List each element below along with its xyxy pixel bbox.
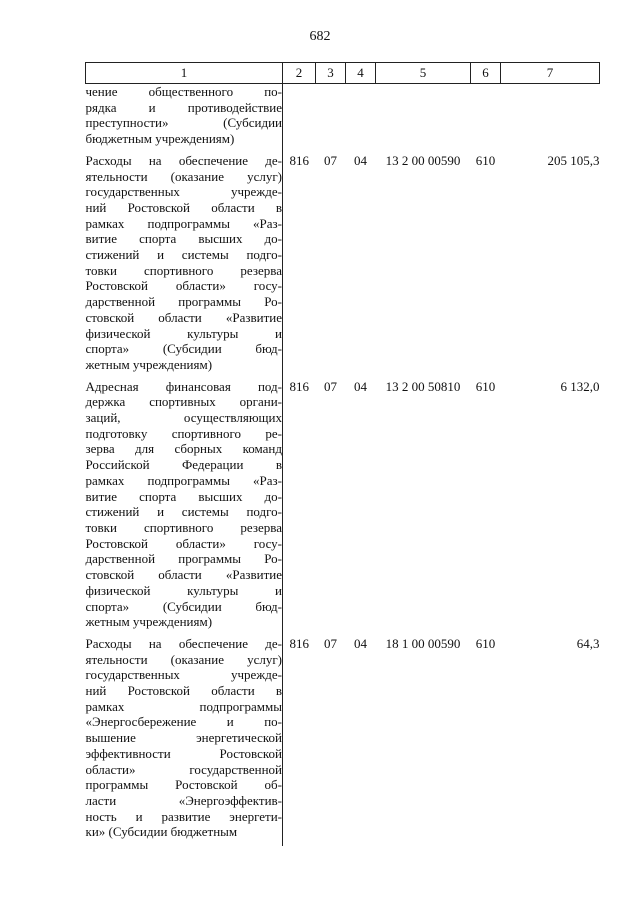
description-line: Расходы на обеспечение де- [85, 152, 282, 168]
description-line: Ростовской области» госу- [85, 278, 282, 294]
target-article-code [376, 84, 471, 153]
column-header: 7 [501, 63, 600, 84]
row-description [86, 636, 283, 846]
description-line: спорта» (Субсидии бюд- [85, 598, 282, 614]
row-description [86, 84, 283, 153]
row-description [86, 379, 283, 636]
description-line: бюджетным учреждениям) [85, 131, 235, 147]
subsection-code: 04 [354, 635, 367, 651]
description-line: стовской области «Развитие [85, 567, 282, 583]
description-line: подготовку спортивного ре- [85, 425, 282, 441]
description-line: рядка и противодействие [85, 99, 282, 115]
subsection-code: 04 [354, 378, 367, 394]
description-line: ласти «Энергоэффектив- [85, 792, 282, 808]
section-code: 07 [324, 635, 337, 651]
description-line: области» государственной [85, 761, 282, 777]
subsection-code [346, 84, 376, 153]
table-row [86, 379, 600, 636]
description-line: рамках подпрограммы «Раз- [85, 472, 282, 488]
description-line: программы Ростовской об- [85, 777, 282, 793]
column-header: 2 [283, 63, 316, 84]
ministry-code: 816 [289, 378, 309, 394]
description-line: Адресная финансовая под- [85, 378, 282, 394]
description-line: заций, осуществляющих [85, 410, 282, 426]
column-header: 6 [471, 63, 501, 84]
description-line: стижений и системы подго- [85, 504, 282, 520]
target-article-code: 13 2 00 00590 [385, 152, 461, 168]
ministry-code: 816 [289, 635, 309, 651]
description-line: государственных учрежде- [85, 667, 282, 683]
budget-table [85, 62, 600, 846]
amount [501, 84, 600, 153]
expense-type-code: 610 [475, 152, 496, 168]
amount: 64,3 [576, 635, 600, 651]
description-line: товки спортивного резерва [85, 262, 282, 278]
row-description [86, 153, 283, 379]
table-row [86, 153, 600, 379]
description-line: чение общественного по- [85, 84, 282, 99]
expense-type-code [471, 84, 501, 153]
expense-type-code: 610 [475, 635, 496, 651]
description-line: ность и развитие энергети- [85, 808, 282, 824]
description-line: Расходы на обеспечение де- [85, 635, 282, 651]
description-line: стижений и системы подго- [85, 247, 282, 263]
amount: 205 105,3 [547, 152, 600, 168]
description-line: дарственной программы Ро- [85, 294, 282, 310]
description-line: спорта» (Субсидии бюд- [85, 341, 282, 357]
description-line: ятельности (оказание услуг) [85, 168, 282, 184]
description-line: держка спортивных органи- [85, 394, 282, 410]
description-line: вышение энергетической [85, 730, 282, 746]
subsection-code: 04 [354, 152, 367, 168]
description-line: «Энергосбережение и по- [85, 714, 282, 730]
description-line: жетным учреждениям) [85, 614, 213, 630]
target-article-code: 18 1 00 00590 [385, 635, 461, 651]
column-header: 5 [376, 63, 471, 84]
ministry-code [283, 84, 316, 153]
section-code [316, 84, 346, 153]
table-header-row [86, 63, 600, 84]
description-line: физической культуры и [85, 325, 282, 341]
section-code: 07 [324, 152, 337, 168]
description-line: ний Ростовской области в [85, 199, 282, 215]
description-line: преступности» (Субсидии [85, 115, 282, 131]
section-code: 07 [324, 378, 337, 394]
expense-type-code: 610 [475, 378, 496, 394]
description-line: Ростовской области» госу- [85, 535, 282, 551]
description-line: рамках подпрограммы «Раз- [85, 215, 282, 231]
column-header: 4 [346, 63, 376, 84]
table-row [86, 636, 600, 846]
description-line: зерва для сборных команд [85, 441, 282, 457]
description-line: товки спортивного резерва [85, 519, 282, 535]
target-article-code: 13 2 00 50810 [385, 378, 461, 394]
column-header: 1 [86, 63, 283, 84]
description-line: ятельности (оказание услуг) [85, 651, 282, 667]
amount: 6 132,0 [560, 378, 600, 394]
description-line: дарственной программы Ро- [85, 551, 282, 567]
ministry-code: 816 [289, 152, 309, 168]
column-header: 3 [316, 63, 346, 84]
description-line: ний Ростовской области в [85, 683, 282, 699]
description-line: государственных учрежде- [85, 184, 282, 200]
description-line: стовской области «Развитие [85, 309, 282, 325]
description-line: витие спорта высших до- [85, 231, 282, 247]
description-line: ки» (Субсидии бюджетным [85, 824, 238, 840]
page-number: 682 [309, 29, 331, 44]
table-row [86, 84, 600, 153]
description-line: эффективности Ростовской [85, 745, 282, 761]
description-line: рамках подпрограммы [85, 698, 282, 714]
description-line: физической культуры и [85, 582, 282, 598]
description-line: витие спорта высших до- [85, 488, 282, 504]
description-line: Российской Федерации в [85, 457, 282, 473]
description-line: жетным учреждениям) [85, 356, 213, 372]
